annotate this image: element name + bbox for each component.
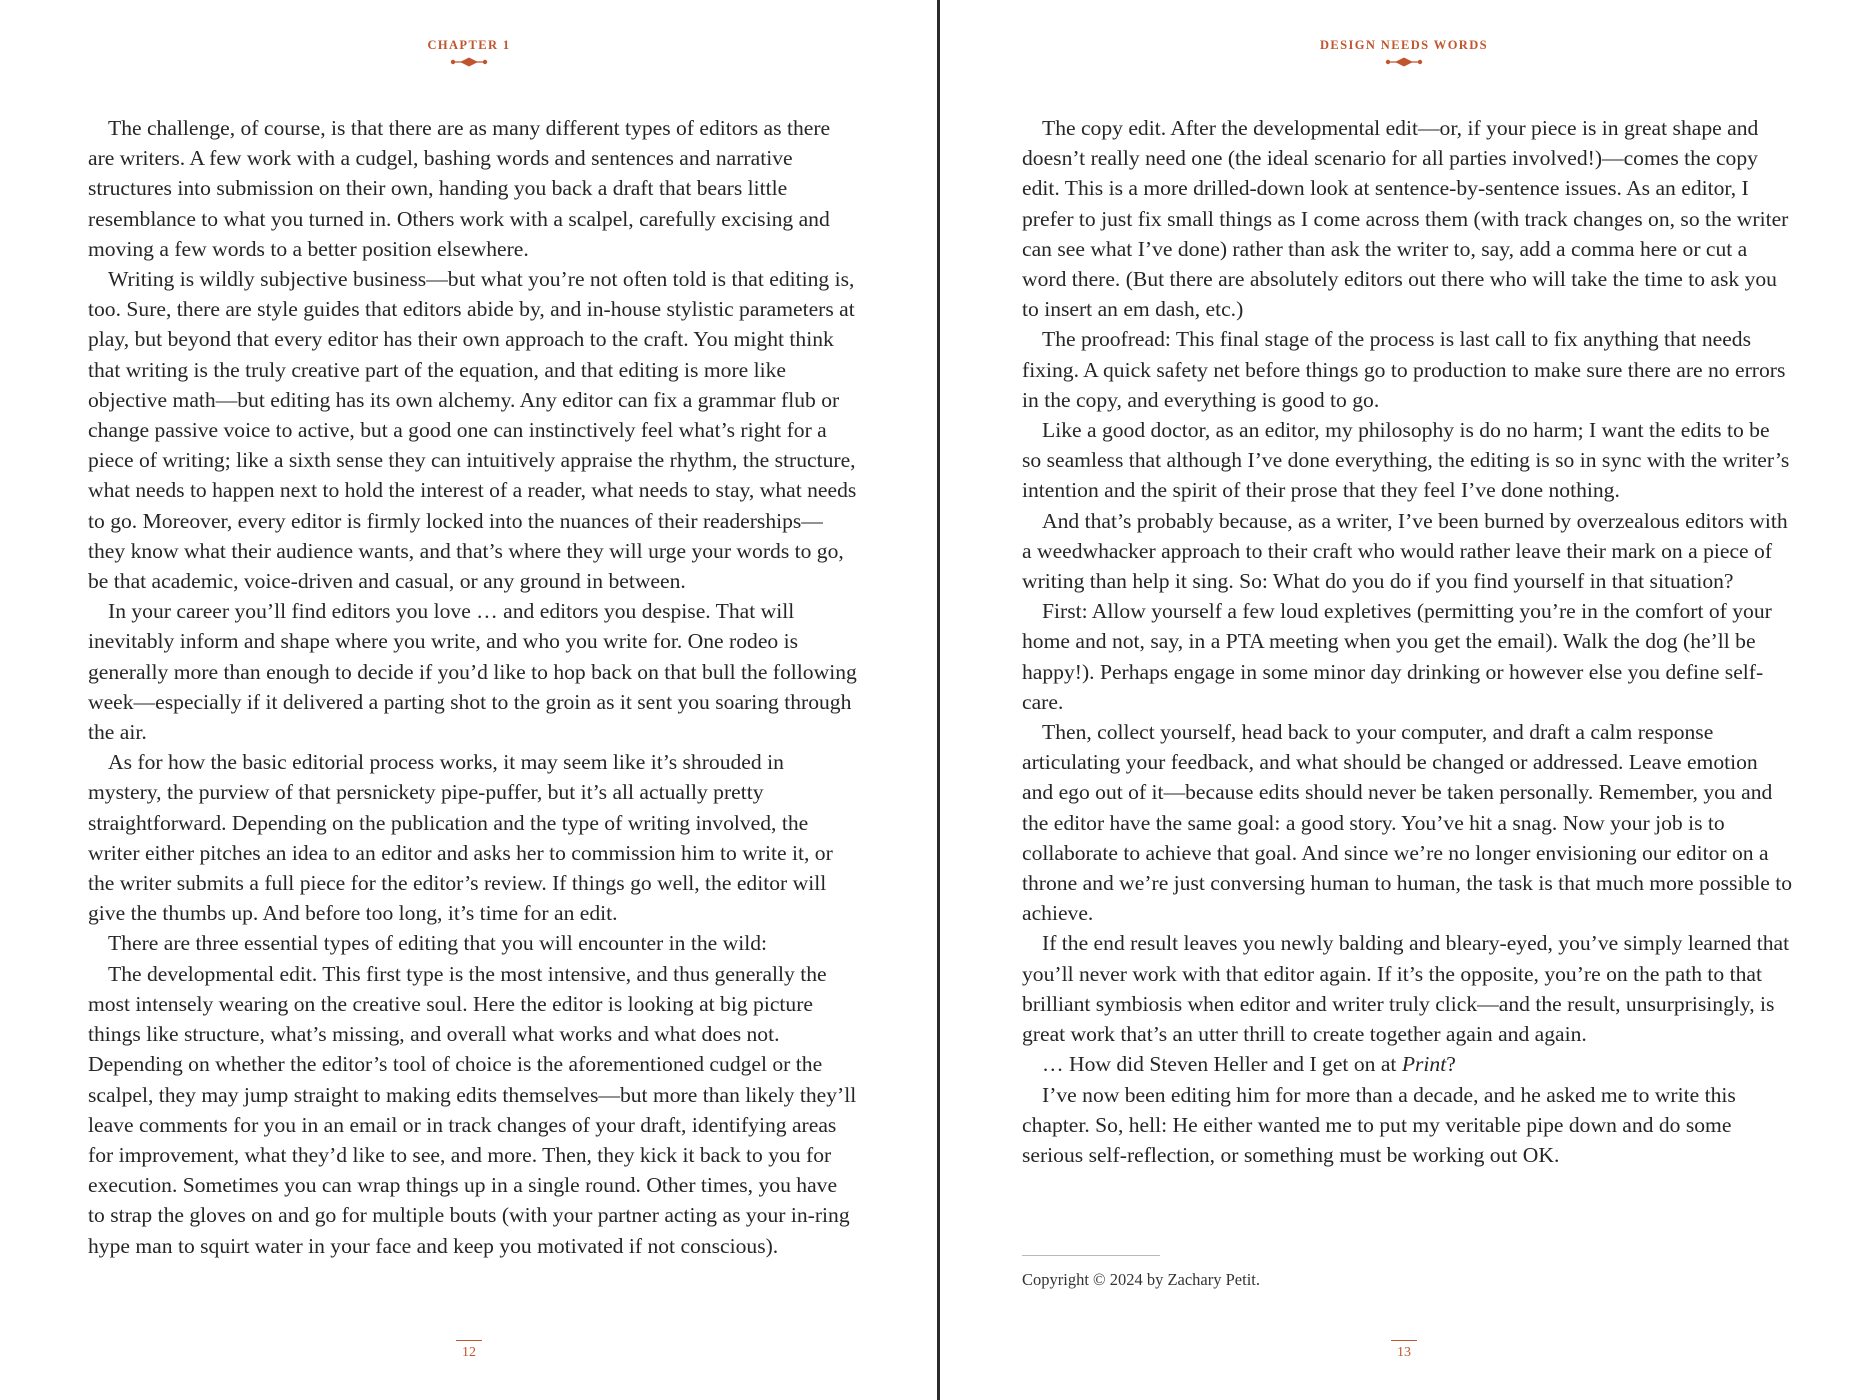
paragraph: The developmental edit. This first type is the most intensive, and thus generally the most intensely wearing on the creative soul. Here the editor is looking at big picture things like structure, what’s missing, and overall what works and what does not. Depending on whether the editor’s tool of choice is the aforementioned cudgel or the scalpel, they may jump straight to making edits themselves—but more than likely they’ll leave comments for you in an email or in track changes of your draft, identifying areas for improvement, what they’d like to see, and more. Then, they kick it back to you for execution. Sometimes you can wrap things up in a single round. Other times, you have to strap the gloves on and go for multiple bouts (with your partner acting as your in-ring hype man to squirt water in your face and keep you motivated if not conscious).: [88, 961, 857, 1258]
right-body-text: [1022, 113, 1792, 1170]
paragraph: Then, collect yourself, head back to your computer, and draft a calm response articulating your feedback, and what should be changed or addressed. Leave emotion and ego out of it—because edits should never be taken personally. Remember, you and the editor have the same goal: a good story. You’ve hit a snag. Now your job is to collaborate to achieve that goal. And since we’re no longer envisioning our editor on a throne and we’re just conversing human to human, the task is that much more possible to achieve.: [1022, 720, 1793, 926]
paragraph: As for how the basic editorial process works, it may seem like it’s shrouded in mystery, the purview of that persnickety pipe-puffer, but it’s all actually pretty straightforward. Depending on the publication and the type of writing involved, the writer either pitches an idea to an editor and asks her to commission him to write it, or the writer submits a full piece for the editor’s review. If things go well, the editor will give the thumbs up. And before too long, it’s time for an edit.: [88, 750, 833, 926]
paragraph: The challenge, of course, is that there are as many different types of editors as there are writers. A few work with a cudgel, bashing words and sentences and narrative structures into submission on their own, handing you back a draft that bears little resemblance to what you turned in. Others work with a scalpel, carefully excising and moving a few words to a better position elsewhere.: [88, 116, 831, 261]
running-head-left: [0, 38, 938, 68]
paragraph: If the end result leaves you newly balding and bleary-eyed, you’ve simply learned that you’ll never work with that editor again. If it’s the opposite, you’re on the path to that brilliant symbiosis when editor and writer truly click—and the result, unsurprisingly, is great work that’s an utter thrill to create together again and again.: [1022, 931, 1790, 1047]
footnote-rule: [1022, 1255, 1160, 1256]
paragraph: Writing is wildly subjective business—but what you’re not often told is that editing is, too. Sure, there are style guides that editors abide by, and in-house stylistic parameters at play, but beyond that every editor has their own approach to the craft. You might think that writing is the truly creative part of the equation, and that editing is more like objective math—but editing has its own alchemy. Any editor can fix a grammar flub or change passive voice to active, but a good one can instinctively feel what’s right for a piece of writing; like a sixth sense they can intuitively appraise the rhythm, the structure, what needs to happen next to hold the interest of a reader, what needs to stay, what needs to go. Moreover, every editor is firmly locked into the nuances of their readerships—they know what their audience wants, and that’s where they will urge your words to go, be that academic, voice-driven and casual, or any ground in between.: [88, 267, 857, 594]
page-number: 13: [1397, 1345, 1411, 1360]
right-page: [942, 0, 1866, 1400]
paragraph: First: Allow yourself a few loud expletives (permitting you’re in the comfort of your home and not, say, in a PTA meeting when you get the email). Walk the dog (he’ll be happy!). Perhaps engage in some minor day drinking or however else you define self-care.: [1022, 599, 1772, 714]
page-number: 12: [462, 1345, 476, 1360]
left-body-text: [88, 113, 858, 1261]
question-suffix: ?: [1446, 1052, 1456, 1077]
copyright-footnote: Copyright © 2024 by Zachary Petit.: [1022, 1270, 1261, 1289]
running-head-right: [942, 38, 1866, 68]
running-head-label: DESIGN NEEDS WORDS: [1319, 38, 1489, 52]
running-head-label: CHAPTER 1: [427, 38, 511, 52]
paragraph: The proofread: This final stage of the process is last call to fix anything that needs fixing. A quick safety net before things go to production to make sure there are no errors in the copy, and everything is good to go.: [1022, 327, 1786, 412]
folio-rule: [1391, 1340, 1417, 1341]
paragraph: Like a good doctor, as an editor, my philosophy is do no harm; I want the edits to be so seamless that although I’ve done everything, the editing is so in sync with the writer’s intention and the spirit of their prose that they feel I’ve done nothing.: [1022, 418, 1790, 503]
question-prefix: … How did Steven Heller and I get on at: [1042, 1052, 1402, 1077]
paragraph: I’ve now been editing him for more than a decade, and he asked me to write this chapter. So, hell: He either wanted me to put my veritable pipe down and do some serious self-reflection, or something must be working out OK.: [1022, 1082, 1736, 1167]
folio-rule: [456, 1340, 482, 1341]
gutter-divider: [937, 0, 940, 1400]
folio-right: [942, 1340, 1866, 1361]
paragraph: And that’s probably because, as a writer, I’ve been burned by overzealous editors with a weedwhacker approach to their craft who would rather leave their mark on a piece of writing than help it sing. So: What do you do if you find yourself in that situation?: [1022, 508, 1788, 594]
paragraph: The copy edit. After the developmental edit—or, if your piece is in great shape and doesn’t really need one (the ideal scenario for all parties involved!)—comes the copy edit. This is a more drilled-down look at sentence-by-sentence issues. As an editor, I prefer to just fix small things as I come across them (with track changes on, so the writer can see what I’ve done) rather than ask the writer to, say, add a comma here or cut a word there. (But there are absolutely editors out there who will take the time to ask you to insert an em dash, etc.): [1022, 116, 1789, 322]
ornament-icon: [449, 56, 489, 68]
magazine-title: Print: [1401, 1052, 1447, 1077]
paragraph: In your career you’ll find editors you love … and editors you despise. That will inevitably inform and shape where you write, and who you write for. One rodeo is generally more than enough to decide if you’d like to hop back on that bull the following week—especially if it delivered a parting shot to the groin as it sent you soaring through the air.: [88, 599, 857, 745]
paragraph: There are three essential types of editing that you will encounter in the wild:: [108, 931, 767, 956]
paragraph-question: [1022, 1049, 1792, 1079]
ornament-icon: [1384, 56, 1424, 68]
folio-left: [0, 1340, 938, 1361]
